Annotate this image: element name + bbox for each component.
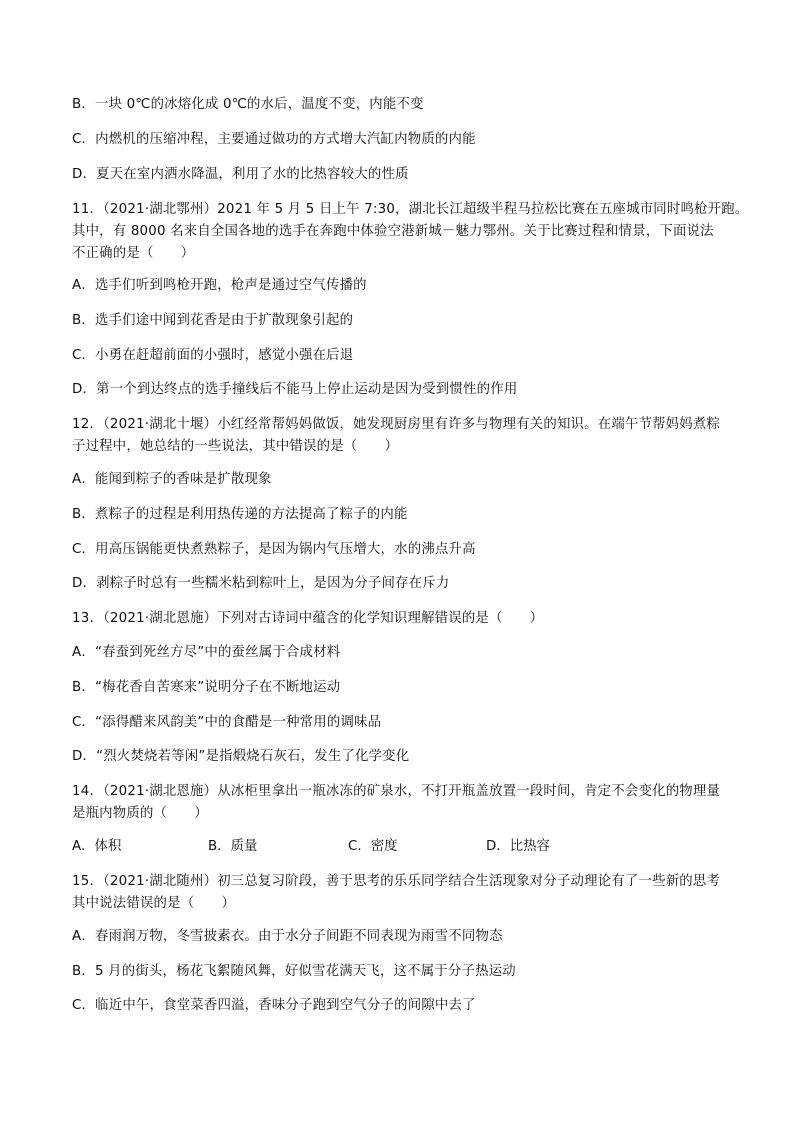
q15-option-a: A．春雨润万物，冬雪披素衣。由于水分子间距不同表现为雨雪不同物态	[72, 929, 503, 944]
q15-stem-line-1: 15．（2021·湖北随州）初三总复习阶段，善于思考的乐乐同学结合生活现象对分子动理论有了一些新的思考	[72, 874, 721, 889]
q12-option-c: C．用高压锅能更快煮熟粽子，是因为锅内气压增大，水的沸点升高	[72, 542, 476, 557]
q11-option-b: B．选手们途中闻到花香是由于扩散现象引起的	[72, 313, 354, 328]
q13-option-d: D．“烈火焚烧若等闲”是指煅烧石灰石，发生了化学变化	[72, 749, 410, 764]
q11-stem-line-3: 不正确的是（ ）	[72, 246, 195, 261]
prev-option-c: C．内燃机的压缩冲程，主要通过做功的方式增大汽缸内物质的内能	[72, 132, 476, 147]
q11-stem-line-1: 11．（2021·湖北鄂州）2021 年 5 月 5 日上午 7:30，湖北长江超级半程马拉松比赛在五座城市同时鸣枪开跑。	[72, 202, 749, 217]
q15-option-c: C．临近中午，食堂菜香四溢，香味分子跑到空气分子的间隙中去了	[72, 998, 476, 1013]
q11-option-a: A．选手们听到鸣枪开跑，枪声是通过空气传播的	[72, 278, 367, 293]
q11-stem-line-2: 其中，有 8000 名来自全国各地的选手在奔跑中体验空港新城－魅力鄂州。关于比赛过程和情景，下面说法	[72, 224, 714, 239]
q14-option-b: B．质量	[208, 839, 258, 854]
q12-stem-line-1: 12．（2021·湖北十堰）小红经常帮妈妈做饭，她发现厨房里有许多与物理有关的知识。在端午节帮妈妈煮粽	[72, 417, 721, 432]
q11-option-d: D．第一个到达终点的选手撞线后不能马上停止运动是因为受到惯性的作用	[72, 382, 518, 397]
q12-stem-line-2: 子过程中，她总结的一些说法，其中错误的是（ ）	[72, 439, 399, 454]
q15-stem-line-2: 其中说法错误的是（ ）	[72, 896, 236, 911]
q13-option-a: A．“春蚕到死丝方尽”中的蚕丝属于合成材料	[72, 645, 341, 660]
q12-option-b: B．煮粽子的过程是利用热传递的方法提高了粽子的内能	[72, 507, 408, 522]
q14-option-d: D．比热容	[486, 839, 550, 854]
q13-option-c: C．“添得醋来风韵美”中的食醋是一种常用的调味品	[72, 715, 382, 730]
q14-stem-line-1: 14．（2021·湖北恩施）从冰柜里拿出一瓶冰冻的矿泉水，不打开瓶盖放置一段时间，肯定不会变化的物理量	[72, 784, 721, 799]
q13-stem-line-1: 13．（2021·湖北恩施）下列对古诗词中蕴含的化学知识理解错误的是（ ）	[72, 611, 544, 626]
q13-option-b: B．“梅花香自苦寒来”说明分子在不断地运动	[72, 680, 341, 695]
prev-option-d: D．夏天在室内洒水降温，利用了水的比热容较大的性质	[72, 167, 409, 182]
q15-option-b: B．5 月的街头，杨花飞絮随风舞，好似雪花满天飞，这不属于分子热运动	[72, 964, 516, 979]
q12-option-a: A．能闻到粽子的香味是扩散现象	[72, 472, 272, 487]
q11-option-c: C．小勇在赶超前面的小强时，感觉小强在后退	[72, 348, 354, 363]
q14-option-c: C．密度	[348, 839, 398, 854]
q14-stem-line-2: 是瓶内物质的（ ）	[72, 806, 208, 821]
q12-option-d: D．剥粽子时总有一些糯米粘到粽叶上，是因为分子间存在斥力	[72, 576, 450, 591]
prev-option-b: B．一块 0℃的冰熔化成 0℃的水后，温度不变，内能不变	[72, 97, 424, 112]
q14-option-a: A．体积	[72, 839, 122, 854]
